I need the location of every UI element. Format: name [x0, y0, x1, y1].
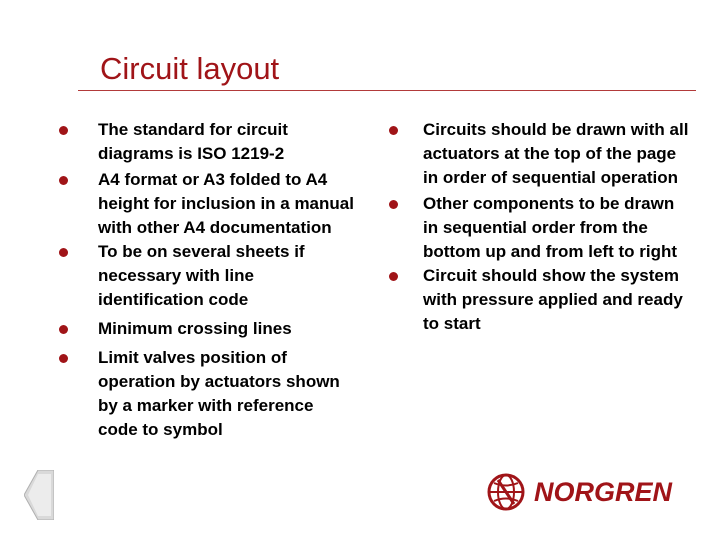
bullet-icon	[59, 325, 68, 334]
bullet-text: To be on several sheets if necessary with line identification code	[98, 242, 305, 309]
back-button[interactable]	[24, 470, 54, 520]
bullet-text: Circuit should show the system with pressure applied and ready to start	[423, 266, 683, 333]
list-item	[55, 346, 355, 442]
bullet-text: A4 format or A3 folded to A4 height for inclusion in a manual with other A4 documentation	[98, 170, 354, 237]
title-divider	[78, 90, 696, 91]
back-arrow-icon	[24, 470, 54, 520]
bullet-icon	[59, 126, 68, 135]
list-item	[55, 240, 355, 312]
logo-text: NORGREN	[534, 477, 673, 507]
list-item	[55, 118, 355, 166]
right-bullet-list	[385, 118, 690, 336]
bullet-text: Minimum crossing lines	[98, 319, 292, 338]
bullet-text: The standard for circuit diagrams is ISO 1219-2	[98, 120, 288, 163]
left-bullet-list	[55, 118, 355, 442]
bullet-text: Other components to be drawn in sequential order from the bottom up and from left to right	[423, 194, 678, 261]
bullet-icon	[389, 200, 398, 209]
list-item	[55, 168, 355, 240]
bullet-text: Limit valves position of operation by actuators shown by a marker with reference code to symbol	[98, 348, 340, 439]
list-item	[55, 317, 355, 341]
bullet-icon	[59, 248, 68, 257]
bullet-icon	[389, 126, 398, 135]
slide-title: Circuit layout	[100, 51, 280, 86]
list-item	[385, 118, 690, 190]
bullet-icon	[59, 354, 68, 363]
list-item	[385, 264, 690, 336]
bullet-icon	[389, 272, 398, 281]
bullet-text: Circuits should be drawn with all actuators at the top of the page in order of sequential operation	[423, 120, 689, 187]
norgren-logo	[486, 470, 696, 514]
bullet-icon	[59, 176, 68, 185]
list-item	[385, 192, 690, 264]
norgren-globe-icon	[486, 472, 526, 512]
